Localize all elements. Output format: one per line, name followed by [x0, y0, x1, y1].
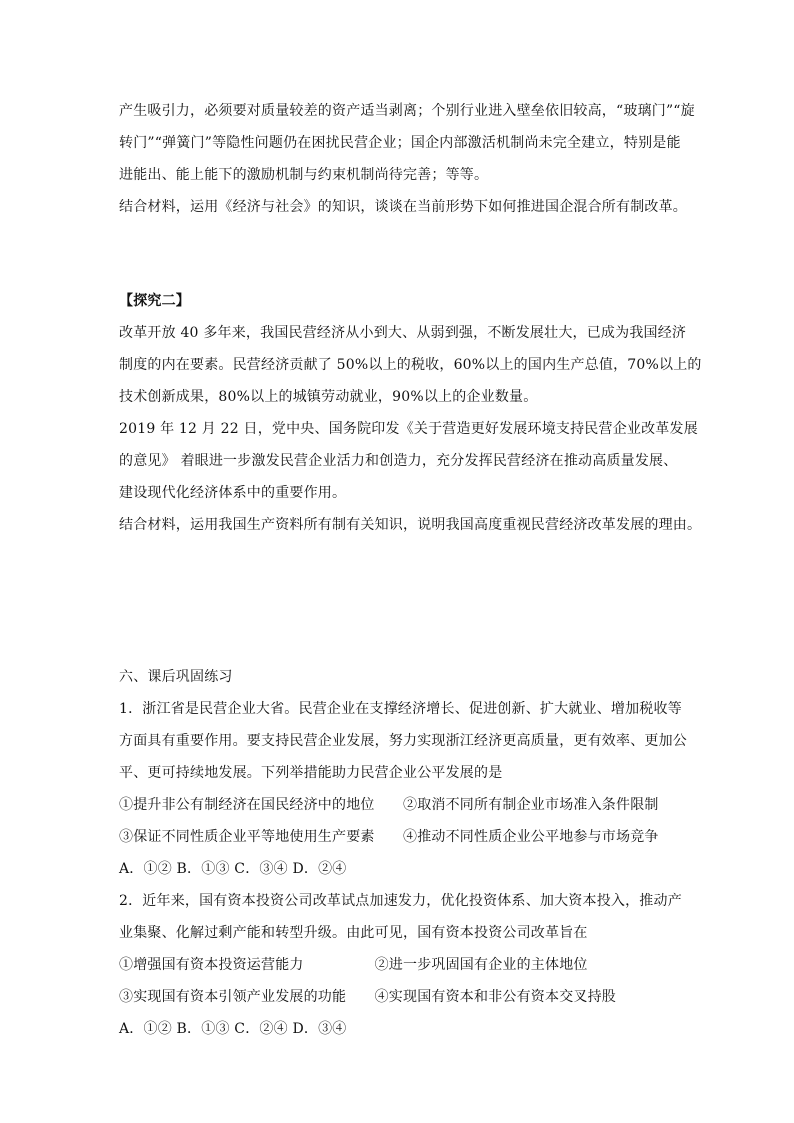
question-2-answers: A．①② B．①③ C．②④ D．③④ — [119, 1021, 347, 1037]
paragraph-line: 制度的内在要素。民营经济贡献了 50%以上的税收，60%以上的国内生产总值，70%以上的 — [119, 357, 702, 373]
question-1-line: 平、更可持续地发展。下列举措能助力民营企业公平发展的是 — [119, 765, 503, 781]
question-1-line: 1．浙江省是民营企业大省。民营企业在支撑经济增长、促进创新、扩大就业、增加税收等 — [119, 701, 682, 717]
paragraph-line: 改革开放 40 多年来，我国民营经济从小到大、从弱到强，不断发展壮大，已成为我国经济 — [119, 325, 687, 341]
paragraph-line: 2019 年 12 月 22 日，党中央、国务院印发《关于营造更好发展环境支持民营企业改革发展 — [119, 421, 698, 437]
question-1-options: ③保证不同性质企业平等地使用生产要素 ④推动不同性质企业公平地参与市场竞争 — [119, 829, 659, 845]
question-2-options: ③实现国有资本引领产业发展的功能 ④实现国有资本和非公有资本交叉持股 — [119, 989, 616, 1005]
question-2-options: ①增强国有资本投资运营能力 ②进一步巩固国有企业的主体地位 — [119, 957, 588, 973]
paragraph-line: 产生吸引力，必须要对质量较差的资产适当剥离；个别行业进入壁垒依旧较高，“玻璃门”“旋 — [119, 103, 695, 119]
question-1-answers: A．①② B．①③ C．③④ D．②④ — [119, 861, 347, 877]
question-prompt: 结合材料，运用《经济与社会》的知识，谈谈在当前形势下如何推进国企混合所有制改革。 — [119, 199, 687, 215]
paragraph-line: 进能出、能上能下的激励机制与约束机制尚待完善；等等。 — [119, 167, 489, 183]
question-2-line: 2．近年来，国有资本投资公司改革试点加速发力，优化投资体系、加大资本投入，推动产 — [119, 893, 682, 909]
question-1-line: 方面具有重要作用。要支持民营企业发展，努力实现浙江经济更高质量，更有效率、更加公 — [119, 733, 687, 749]
question-1-options: ①提升非公有制经济在国民经济中的地位 ②取消不同所有制企业市场准入条件限制 — [119, 797, 659, 813]
question-2-line: 业集聚、化解过剩产能和转型升级。由此可见，国有资本投资公司改革旨在 — [119, 925, 588, 941]
paragraph-line: 转门”“弹簧门”等隐性问题仍在困扰民营企业；国企内部激活机制尚未完全建立，特别是能 — [119, 135, 681, 151]
section-heading-explore-2: 【探究二】 — [119, 293, 190, 309]
paragraph-line: 建设现代化经济体系中的重要作用。 — [119, 485, 347, 501]
section-heading-exercises: 六、课后巩固练习 — [119, 669, 233, 685]
paragraph-line: 技术创新成果，80%以上的城镇劳动就业，90%以上的企业数量。 — [119, 389, 538, 405]
question-prompt: 结合材料，运用我国生产资料所有制有关知识，说明我国高度重视民营经济改革发展的理由。 — [119, 517, 702, 533]
paragraph-line: 的意见》 着眼进一步激发民营企业活力和创造力，充分发挥民营经济在推动高质量发展、 — [119, 453, 678, 469]
